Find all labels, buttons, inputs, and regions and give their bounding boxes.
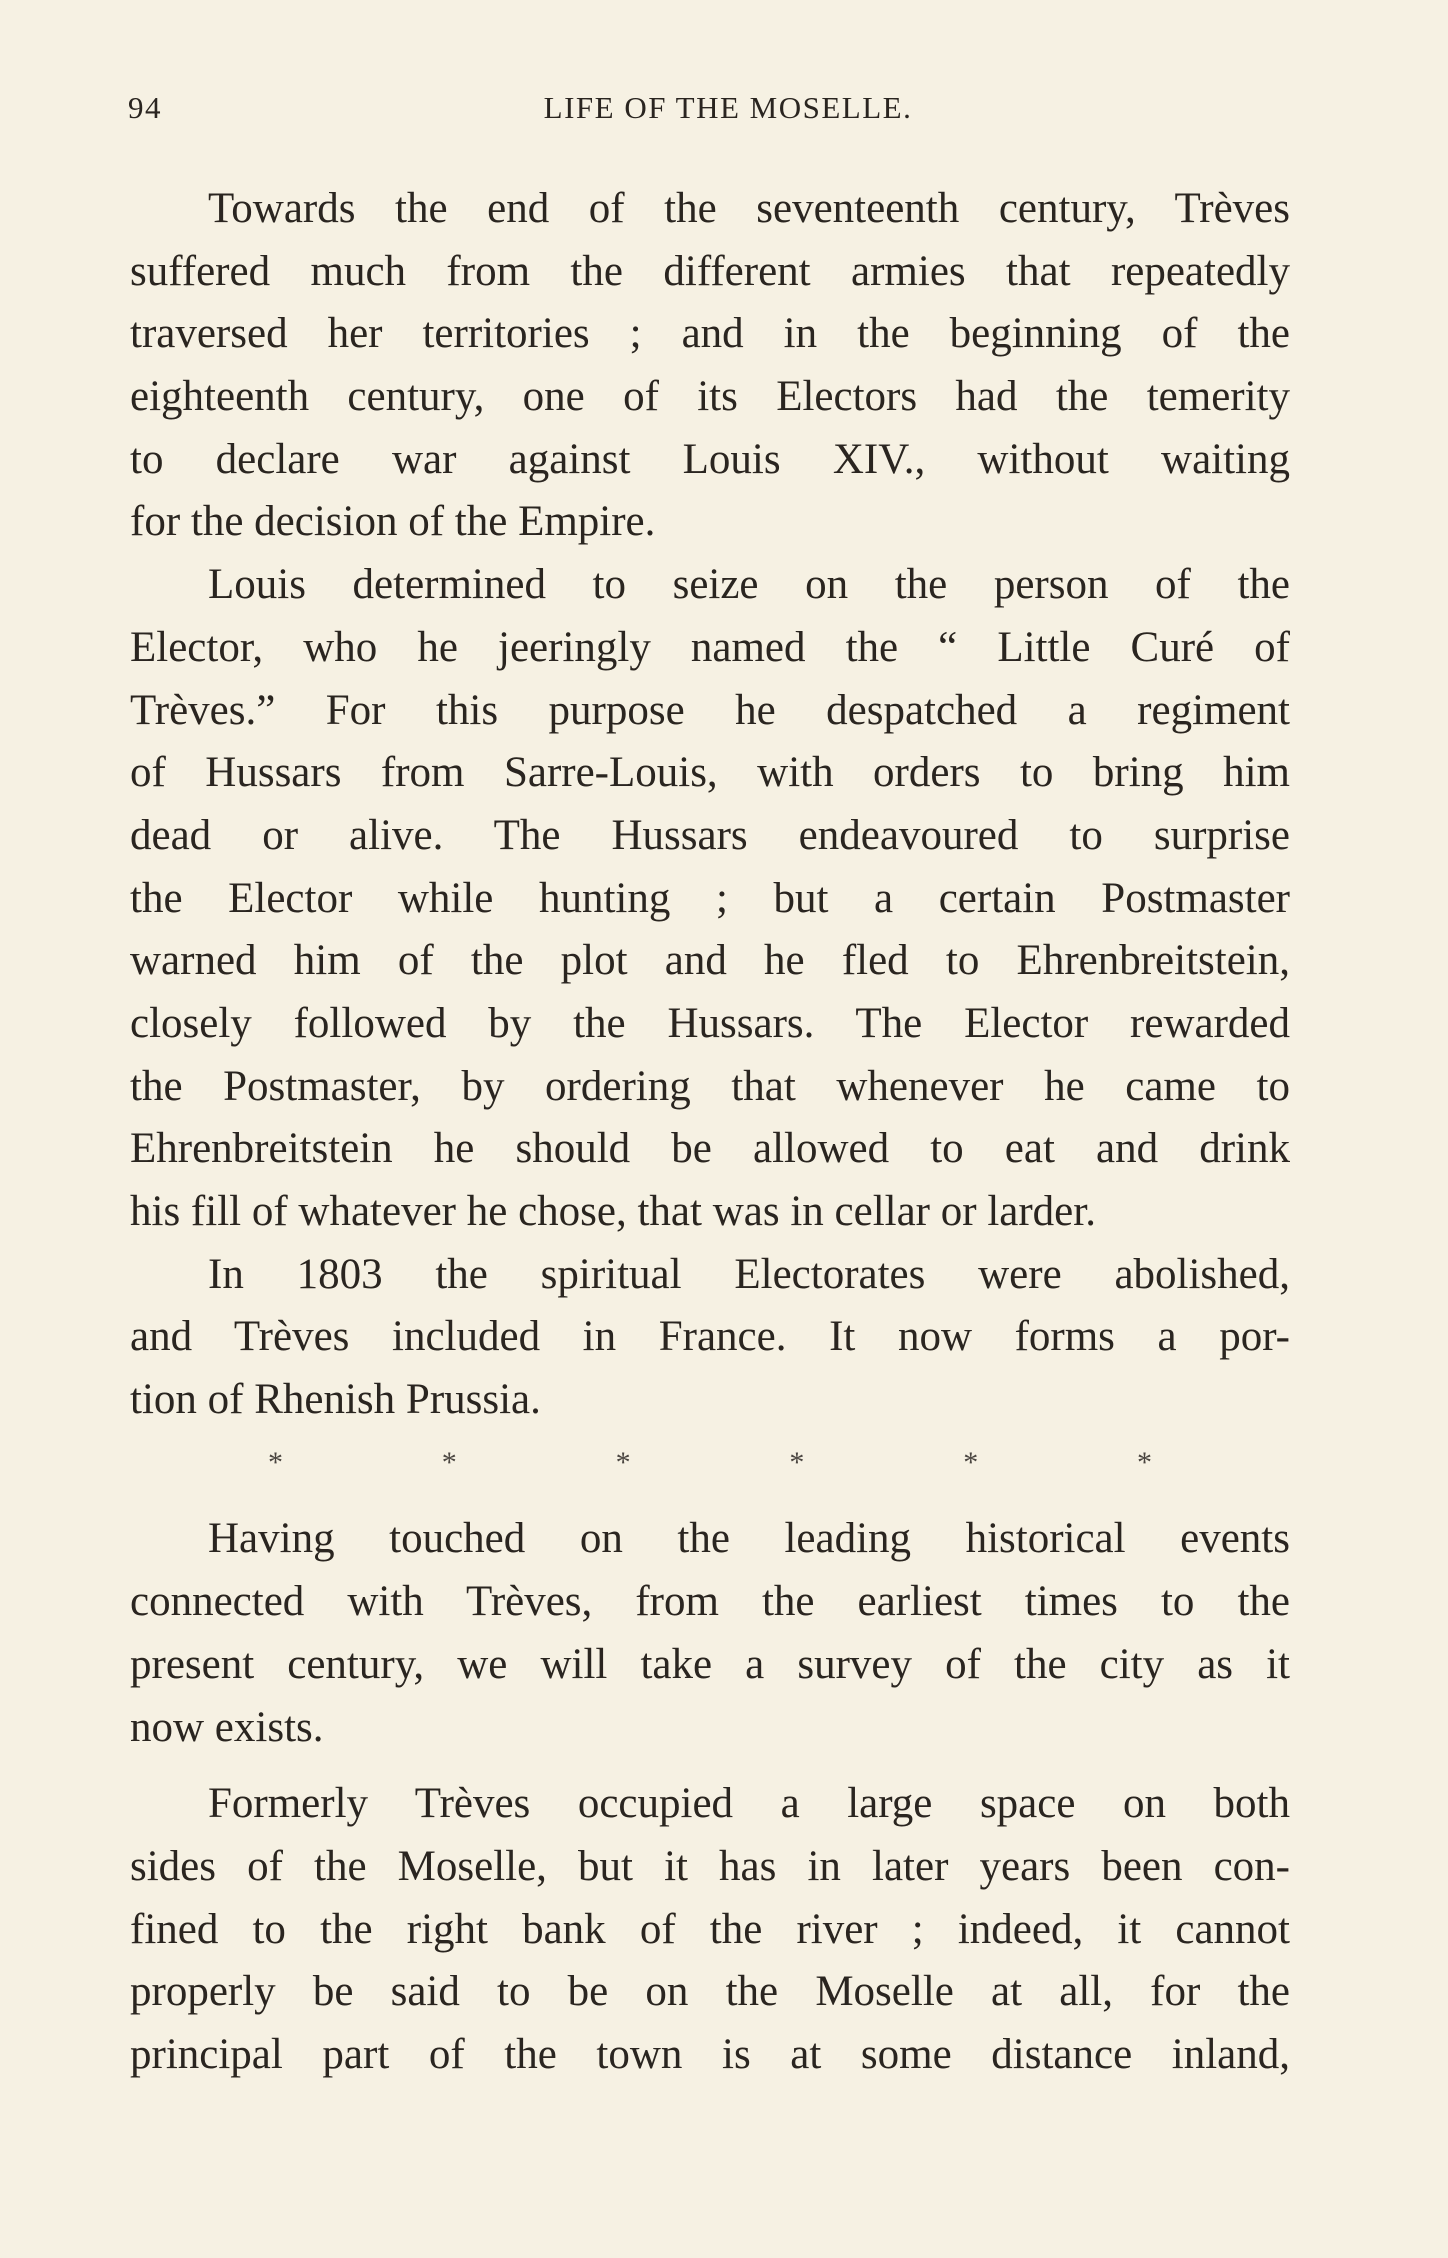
text-line: sides of the Moselle, but it has in later years been con- (130, 1842, 1290, 1890)
text-line: principal part of the town is at some distance inland, (130, 2030, 1290, 2078)
paragraph (130, 178, 1290, 554)
text-line: the Elector while hunting ; but a certain Postmaster (130, 874, 1290, 922)
asterisk: * (1136, 1445, 1152, 1479)
text-line: the Postmaster, by ordering that whenever he came to (130, 1062, 1290, 1110)
paragraph (130, 1773, 1290, 2086)
text-line: of Hussars from Sarre-Louis, with orders to bring him (130, 749, 1290, 797)
asterisk: * (268, 1445, 283, 1479)
text-line: now exists. (130, 1703, 324, 1751)
text-line: connected with Trèves, from the earliest times to the (130, 1578, 1290, 1626)
asterisk: * (789, 1445, 805, 1479)
text-line: Louis determined to seize on the person of the (208, 561, 1290, 609)
running-head (128, 90, 1288, 134)
text-line: In 1803 the spiritual Electorates were abolished, (208, 1250, 1290, 1298)
text-line: Elector, who he jeeringly named the “ Little Curé of (130, 623, 1290, 671)
text-line: suffered much from the different armies that repeatedly (130, 247, 1290, 295)
text-line: for the decision of the Empire. (130, 498, 656, 546)
paragraph (130, 1508, 1290, 1759)
text-line: dead or alive. The Hussars endeavoured to surprise (130, 811, 1290, 859)
text-line: eighteenth century, one of its Electors had the temerity (130, 373, 1290, 421)
text-line: fined to the right bank of the river ; indeed, it cannot (130, 1905, 1290, 1953)
text-line: his fill of whatever he chose, that was in cellar or larder. (130, 1188, 1096, 1235)
text-line: warned him of the plot and he fled to Ehrenbreitstein, (130, 937, 1290, 985)
text-line: present century, we will take a survey of the city as it (130, 1640, 1290, 1688)
asterisk: * (963, 1445, 979, 1479)
section-separator (130, 1432, 1290, 1495)
body-text (130, 178, 1290, 2087)
text-line: Towards the end of the seventeenth century, Trèves (208, 185, 1290, 232)
text-line: Ehrenbreitstein he should be allowed to eat and drink (130, 1125, 1290, 1173)
paragraph (130, 1244, 1290, 1432)
text-line: and Trèves included in France. It now forms a por- (130, 1313, 1290, 1361)
text-line: properly be said to be on the Moselle at all, for the (130, 1968, 1290, 2016)
text-line: Formerly Trèves occupied a large space on both (208, 1780, 1290, 1828)
text-line: Trèves.” For this purpose he despatched a regiment (130, 686, 1290, 734)
text-line: traversed her territories ; and in the beginning of the (130, 310, 1290, 358)
text-line: to declare war against Louis XIV., without waiting (130, 435, 1290, 483)
running-title: LIFE OF THE MOSELLE. (543, 90, 913, 125)
paragraph (130, 554, 1290, 1244)
text-line: Having touched on the leading historical events (208, 1515, 1290, 1563)
text-line: closely followed by the Hussars. The Elector rewarded (130, 999, 1290, 1047)
asterisk: * (615, 1445, 631, 1479)
asterisk: * (441, 1445, 457, 1479)
text-line: tion of Rhenish Prussia. (130, 1376, 541, 1424)
page-number: 94 (128, 90, 162, 125)
